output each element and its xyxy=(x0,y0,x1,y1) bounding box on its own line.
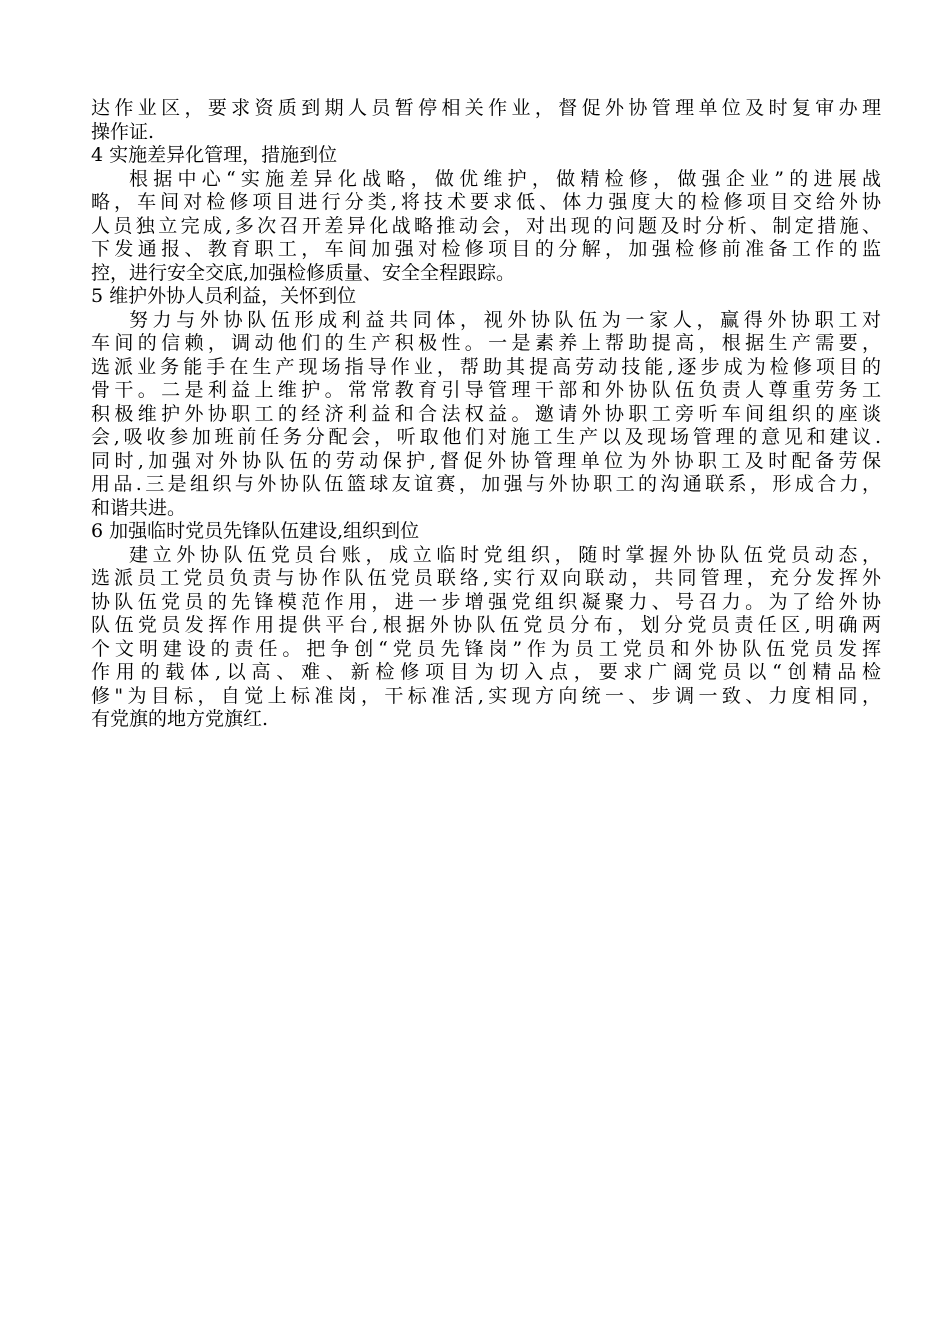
paragraph-line: 努力与外协队伍形成利益共同体，视外协队伍为一家人，赢得外协职工对 xyxy=(129,308,881,331)
paragraph-line: 控，进行安全交底,加强检修质量、安全全程跟踪。 xyxy=(91,261,516,284)
paragraph-line: 略，车间对检修项目进行分类,将技术要求低、体力强度大的检修项目交给外协 xyxy=(91,191,881,213)
paragraph-line: 会,吸收参加班前任务分配会，听取他们对施工生产以及现场管理的意见和建议. xyxy=(91,426,881,448)
paragraph-line: 选派员工党员负责与协作队伍党员联络,实行双向联动，共同管理，充分发挥外 xyxy=(91,567,881,589)
paragraph-line: 达作业区，要求资质到期人员暂停相关作业，督促外协管理单位及时复审办理 xyxy=(91,97,881,119)
paragraph-line: 个文明建设的责任。把争创“党员先锋岗”作为员工党员和外协队伍党员发挥 xyxy=(91,637,881,660)
section-heading: 6 加强临时党员先锋队伍建设,组织到位 xyxy=(91,520,420,542)
section-heading: 4 实施差异化管理，措施到位 xyxy=(91,144,338,166)
paragraph-line: 积极维护外协职工的经济利益和合法权益。邀请外协职工旁听车间组织的座谈 xyxy=(91,402,881,425)
paragraph-line: 修"为目标，自觉上标准岗，干标准活,实现方向统一、步调一致、力度相同， xyxy=(91,684,881,707)
paragraph-line: 根据中心“实施差异化战略，做优维护，做精检修，做强企业”的进展战 xyxy=(129,167,881,190)
paragraph-line: 队伍党员发挥作用提供平台,根据外协队伍党员分布，划分党员责任区,明确两 xyxy=(91,614,881,636)
document-page xyxy=(91,97,881,732)
paragraph-line: 作用的载体,以高、难、新检修项目为切入点，要求广阔党员以“创精品检 xyxy=(91,661,881,683)
section-heading: 5 维护外协人员利益，关怀到位 xyxy=(91,285,357,307)
paragraph-line: 建立外协队伍党员台账，成立临时党组织，随时掌握外协队伍党员动态， xyxy=(129,543,881,566)
paragraph-line: 骨干。二是利益上维护。常常教育引导管理干部和外协队伍负责人尊重劳务工 xyxy=(91,379,881,401)
paragraph-line: 同时,加强对外协队伍的劳动保护,督促外协管理单位为外协职工及时配备劳保 xyxy=(91,449,881,472)
paragraph-line: 用品.三是组织与外协队伍篮球友谊赛，加强与外协职工的沟通联系，形成合力， xyxy=(91,473,881,495)
paragraph-line: 人员独立完成,多次召开差异化战略推动会，对出现的问题及时分析、制定措施、 xyxy=(91,214,881,237)
paragraph-line: 协队伍党员的先锋模范作用，进一步增强党组织凝聚力、号召力。为了给外协 xyxy=(91,590,881,613)
paragraph-line: 下发通报、教育职工，车间加强对检修项目的分解，加强检修前准备工作的监 xyxy=(91,238,881,260)
paragraph-line: 操作证. xyxy=(91,120,155,143)
paragraph-line: 选派业务能手在生产现场指导作业，帮助其提高劳动技能,逐步成为检修项目的 xyxy=(91,355,881,378)
paragraph-line: 和谐共进。 xyxy=(91,496,187,519)
paragraph-line: 有党旗的地方党旗红. xyxy=(91,708,269,730)
paragraph-line: 车间的信赖，调动他们的生产积极性。一是素养上帮助提高，根据生产需要， xyxy=(91,332,881,354)
